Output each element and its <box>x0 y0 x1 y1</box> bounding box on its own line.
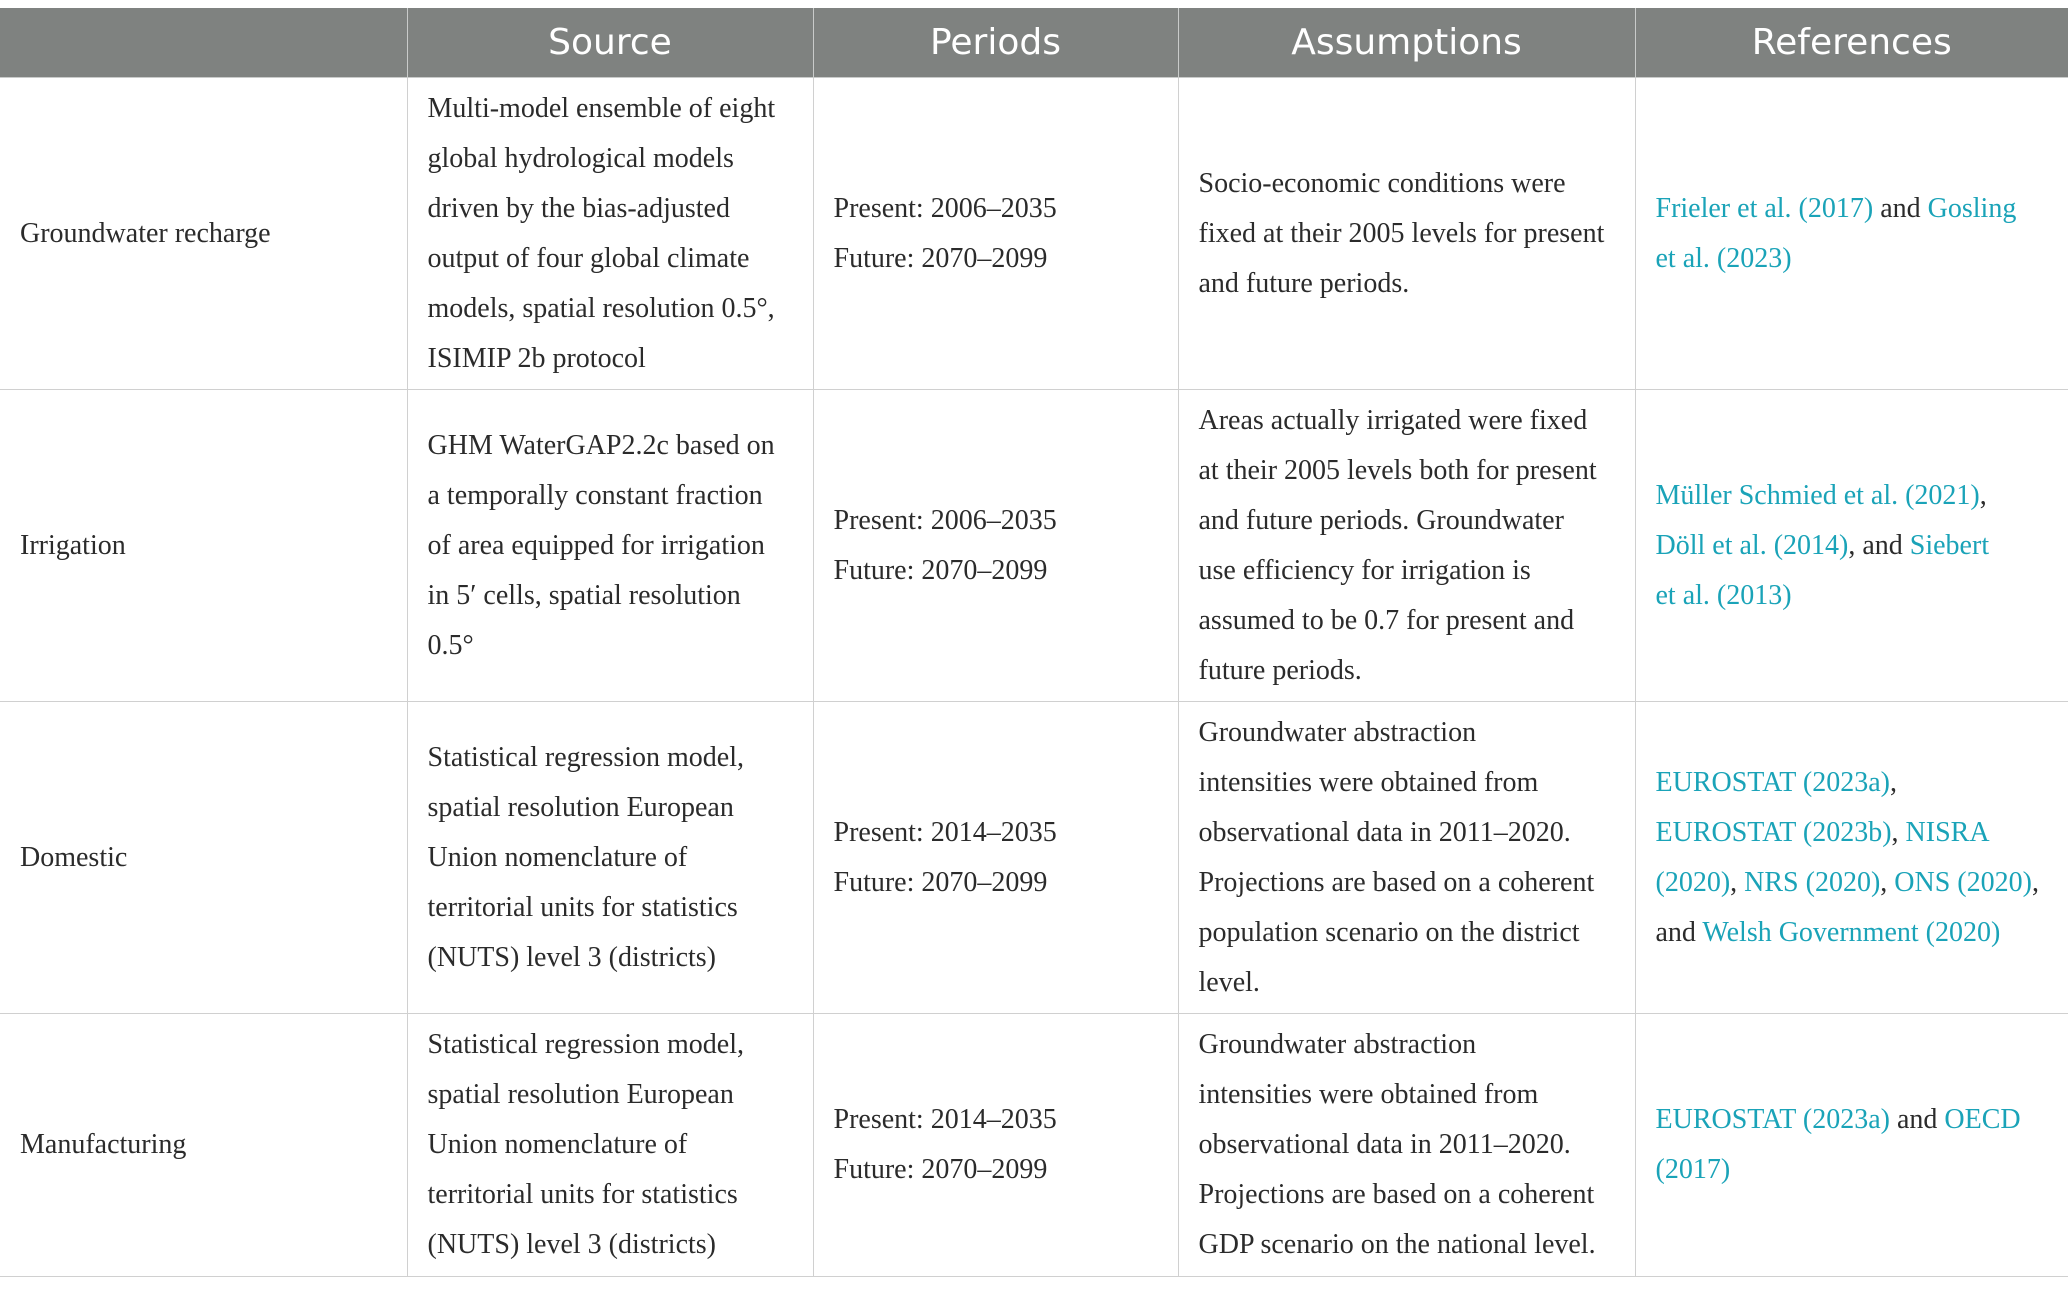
periods-line: Future: 2070–2099 <box>833 242 1048 274</box>
reference-separator: , <box>1891 816 1906 848</box>
assumptions-line: intensities were obtained from <box>1198 766 1539 798</box>
source-line: Union nomenclature of <box>427 841 688 873</box>
reference-separator: and <box>1873 192 1928 224</box>
assumptions-line: assumed to be 0.7 for present and <box>1198 604 1575 636</box>
assumptions-line: and future periods. Groundwater <box>1198 504 1564 536</box>
source-line: output of four global climate <box>427 242 750 274</box>
periods-line: Present: 2006–2035 <box>833 504 1057 536</box>
periods-line: Present: 2014–2035 <box>833 1104 1057 1135</box>
assumptions-line: fixed at their 2005 levels for present <box>1198 217 1605 249</box>
reference-line <box>1656 1145 2051 1195</box>
assumptions-cell <box>1178 1014 1635 1277</box>
source-line: models, spatial resolution 0.5°, <box>427 292 775 324</box>
source-line: (NUTS) level 3 (districts) <box>427 941 716 973</box>
reference-line <box>1656 1095 2051 1145</box>
assumptions-cell <box>1178 702 1635 1014</box>
source-line: Union nomenclature of <box>427 1129 688 1160</box>
assumptions-line: population scenario on the district <box>1198 916 1580 948</box>
reference-link[interactable]: Müller Schmied et al. (2021) <box>1655 479 1980 511</box>
source-cell <box>407 78 813 390</box>
source-line: driven by the bias-adjusted <box>427 192 730 224</box>
reference-line <box>1656 184 2051 234</box>
assumptions-cell <box>1178 390 1635 702</box>
reference-link[interactable]: et al. (2023) <box>1655 242 1792 274</box>
reference-separator: and <box>1889 1104 1945 1135</box>
source-cell <box>407 702 813 1014</box>
periods-cell <box>813 702 1178 1014</box>
assumptions-line: observational data in 2011–2020. <box>1198 1129 1571 1160</box>
assumptions-line: Projections are based on a coherent <box>1198 1179 1595 1210</box>
table-row <box>0 78 2068 390</box>
reference-separator: and <box>1655 916 1703 948</box>
source-cell <box>407 1014 813 1277</box>
reference-link[interactable]: EUROSTAT (2023a) <box>1655 766 1890 798</box>
periods-line: Future: 2070–2099 <box>833 1154 1048 1185</box>
source-line: territorial units for statistics <box>427 891 738 923</box>
reference-separator: , and <box>1848 529 1910 561</box>
table-row <box>0 1014 2068 1277</box>
source-line: of area equipped for irrigation <box>427 529 765 561</box>
reference-link[interactable]: EUROSTAT (2023b) <box>1655 816 1892 848</box>
reference-link[interactable]: Döll et al. (2014) <box>1655 529 1849 561</box>
assumptions-line: future periods. <box>1198 654 1362 686</box>
source-line: global hydrological models <box>427 142 734 174</box>
header-cell-references: References <box>1635 8 2068 78</box>
source-cell <box>407 390 813 702</box>
source-line: spatial resolution European <box>427 1079 734 1110</box>
reference-separator: , <box>2031 866 2039 898</box>
reference-link[interactable]: Gosling <box>1927 192 2017 224</box>
assumptions-line: observational data in 2011–2020. <box>1198 816 1571 848</box>
reference-link[interactable]: ONS (2020) <box>1894 866 2032 898</box>
reference-line <box>1656 471 2051 521</box>
references-cell <box>1635 390 2068 702</box>
references-cell <box>1635 702 2068 1014</box>
reference-link[interactable]: NISRA <box>1905 816 1990 848</box>
source-line: Statistical regression model, <box>427 1029 744 1060</box>
assumptions-line: GDP scenario on the national level. <box>1198 1229 1596 1260</box>
source-line: in 5′ cells, spatial resolution <box>427 579 741 611</box>
reference-link[interactable]: NRS (2020) <box>1744 866 1881 898</box>
reference-line <box>1656 571 2051 621</box>
reference-line <box>1656 808 2051 858</box>
assumptions-line: level. <box>1198 966 1260 998</box>
row-label: Domestic <box>0 702 407 1014</box>
assumptions-line: Socio-economic conditions were <box>1198 167 1566 199</box>
reference-line <box>1656 858 2051 908</box>
assumptions-line: Areas actually irrigated were fixed <box>1198 404 1588 436</box>
source-line: (NUTS) level 3 (districts) <box>427 1229 716 1260</box>
source-line: territorial units for statistics <box>427 1179 738 1210</box>
source-line: spatial resolution European <box>427 791 734 823</box>
reference-link[interactable]: Welsh Government (2020) <box>1702 916 2001 948</box>
row-label: Irrigation <box>0 390 407 702</box>
assumptions-line: Groundwater abstraction <box>1198 1029 1477 1060</box>
assumptions-line: Projections are based on a coherent <box>1198 866 1595 898</box>
reference-separator: , <box>1880 866 1895 898</box>
reference-link[interactable]: EUROSTAT (2023a) <box>1655 1104 1890 1135</box>
assumptions-line: and future periods. <box>1198 267 1410 299</box>
reference-separator: , <box>1889 766 1897 798</box>
source-line: ISIMIP 2b protocol <box>427 342 646 374</box>
reference-line <box>1656 758 2051 808</box>
table-row <box>0 702 2068 1014</box>
periods-cell <box>813 78 1178 390</box>
header-row <box>0 8 2068 78</box>
reference-separator: , <box>1979 479 1987 511</box>
reference-separator: , <box>1730 866 1745 898</box>
header-cell-assumptions: Assumptions <box>1178 8 1635 78</box>
periods-line: Future: 2070–2099 <box>833 866 1048 898</box>
assumptions-cell <box>1178 78 1635 390</box>
header-cell-category <box>0 8 407 78</box>
periods-line: Future: 2070–2099 <box>833 554 1048 586</box>
reference-link[interactable]: (2017) <box>1655 1154 1731 1185</box>
row-label: Groundwater recharge <box>0 78 407 390</box>
row-label: Manufacturing <box>0 1014 407 1277</box>
reference-link[interactable]: Siebert <box>1909 529 1990 561</box>
reference-link[interactable]: et al. (2013) <box>1655 579 1792 611</box>
source-line: GHM WaterGAP2.2c based on <box>427 429 775 461</box>
reference-link[interactable]: Frieler et al. (2017) <box>1655 192 1874 224</box>
table-body <box>0 78 2068 1277</box>
header-cell-source: Source <box>407 8 813 78</box>
periods-cell <box>813 1014 1178 1277</box>
references-cell <box>1635 1014 2068 1277</box>
reference-line <box>1656 234 2051 284</box>
source-line: a temporally constant fraction <box>427 479 763 511</box>
reference-line <box>1656 908 2051 958</box>
reference-line <box>1656 521 2051 571</box>
data-table <box>0 8 2068 1277</box>
assumptions-line: use efficiency for irrigation is <box>1198 554 1531 586</box>
assumptions-line: intensities were obtained from <box>1198 1079 1539 1110</box>
periods-line: Present: 2014–2035 <box>833 816 1057 848</box>
periods-cell <box>813 390 1178 702</box>
source-line: 0.5° <box>427 629 474 661</box>
source-line: Multi-model ensemble of eight <box>427 92 776 124</box>
assumptions-line: Groundwater abstraction <box>1198 716 1477 748</box>
header-cell-periods: Periods <box>813 8 1178 78</box>
table-row <box>0 390 2068 702</box>
assumptions-line: at their 2005 levels both for present <box>1198 454 1597 486</box>
references-cell <box>1635 78 2068 390</box>
periods-line: Present: 2006–2035 <box>833 192 1057 224</box>
reference-link[interactable]: (2020) <box>1655 866 1731 898</box>
source-line: Statistical regression model, <box>427 741 744 773</box>
reference-link[interactable]: OECD <box>1944 1104 2021 1135</box>
